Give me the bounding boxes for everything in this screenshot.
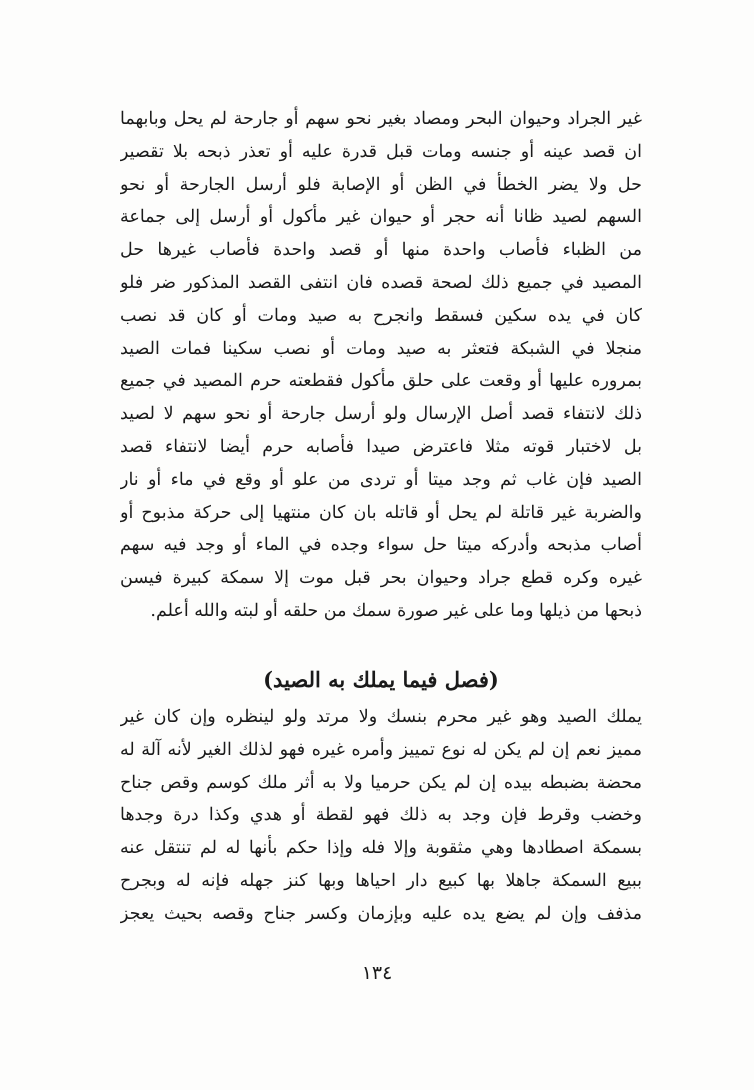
text-line: غيره وكره قطع جراد وحيوان بحر قبل موت إلا سمكة كبيرة فيسن [120,568,642,589]
text-line: الصيد فإن غاب ثم وجد ميتا أو تردى من علو أو وقع في ماء أو نار [120,469,642,490]
text-line: مميز نعم إن لم يكن له نوع تمييز وأمره غيره فهو لذلك الغير لأنه آلة له [120,739,642,760]
paragraph-main [120,103,642,628]
section-heading: (فصل فيما يملك به الصيد) [263,667,499,692]
page-number: ١٣٤ [361,962,393,984]
text-line: منجلا في الشبكة فتعثر به صيد ومات أو نصب سكينا فمات الصيد [120,338,642,359]
text-line: المصيد في جميع ذلك لصحة قصده فان انتفى القصد المذكور ضر فلو [120,272,642,293]
text-line: غير الجراد وحيوان البحر ومصاد بغير نحو سهم أو جارحة لم يحل وبابهما [120,109,642,129]
text-line: والضربة غير قاتلة لم يحل أو قاتله بان كان منتهيا إلى حركة مذبوح أو [120,502,642,523]
text-line: مذفف وإن لم يضع يده عليه وبإزمان وكسر جناح وقصه بحيث يعجز [120,903,642,924]
text-line: حل ولا يضر الخطأ في الظن أو الإصابة فلو أرسل الجارحة أو نحو [120,174,642,195]
text-line: ان قصد عينه أو جنسه ومات قبل قدرة عليه أو تعذر ذبحه بلا تقصير [120,141,642,162]
text-line: يملك الصيد وهو غير محرم بنسك ولا مرتد ولو لينظره وإن كان غير [120,707,642,727]
text-line: محضة بضبطه بيده إن لم يكن حرميا ولا به أثر ملك كوسم وقص جناح [120,772,642,793]
text-line: السهم لصيد ظانا أنه حجر أو حيوان غير مأكول أو أرسل إلى جماعة [120,207,642,228]
text-line: وخضب وقرط فإن وجد به ذلك فهو لقطة أو هدي وكذا درة وجدها [120,805,642,826]
text-line: بسمكة اصطادها وهي مثقوبة وإلا فله وإذا حكم بأنها له لم تنتقل عنه [120,838,642,859]
text-line: أصاب مذبحه وأدركه ميتا حل سواء وجده في الماء أو وجد فيه سهم [120,535,642,556]
paragraph-section [120,701,642,931]
text-line: ذلك لانتفاء قصد أصل الإرسال ولو أرسل جارحة أو نحو سهم لا لصيد [120,404,642,425]
text-line: بل لاختبار قوته مثلا فاعترض صيدا فأصابه حرم أيضا لانتفاء قصد [120,436,642,457]
text-line: بمروره عليها أو وقعت على حلق مأكول فقطعته حرم المصيد في جميع [120,371,642,392]
text-line: من الظباء فأصاب واحدة منها أو قصد واحدة فأصاب غيرها حل [120,240,642,261]
text-line: ببيع السمكة جاهلا بها كبيع دار احياها وبها كنز جهله فإنه له وبجرح [120,870,642,891]
text-line: كان في يده سكين فسقط وانجرح به صيد ومات أو كان قد نصب [120,305,642,326]
text-line: ذبحها من ذيلها وما على غير صورة سمك من حلقه أو لبته والله أعلم. [150,600,642,621]
